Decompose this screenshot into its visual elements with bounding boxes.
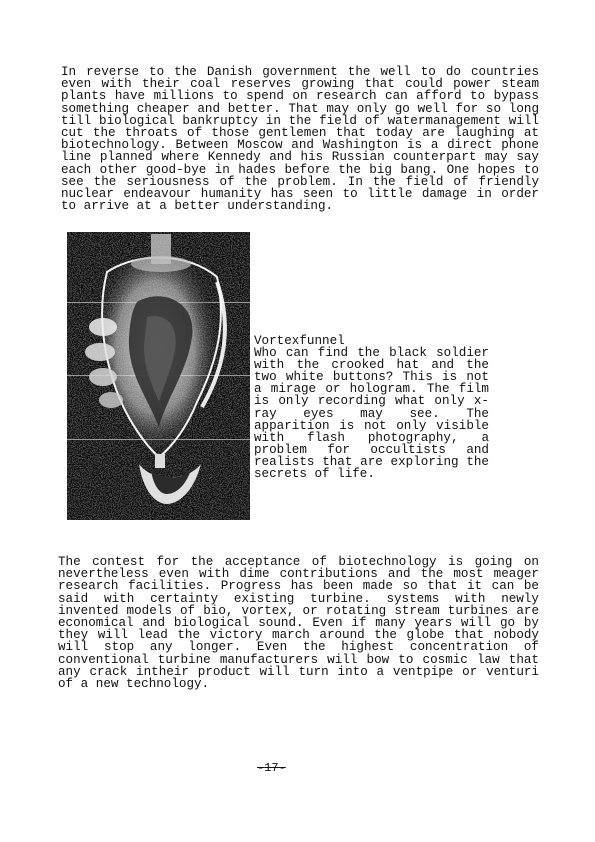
body-paragraph-1: In reverse to the Danish government the well to do countries even with their coal reserves growing that could power steam plants have millions to spend on research can afford to bypass something cheaper and better. That may only go well for so long till biological bankruptcy in the field of watermanagement will cut the throats of those gentlemen that today are laughing at biotechnology. Between Moscow and Washington is a direct phone line planned where Kennedy and his Russian counterpart may say each other good-bye in hades before the big bang. One hopes to see the seriousness of the problem. In the field of friendly nuclear endeavour humanity has seen to little damage in order to arrive at a better understanding. xyxy=(61,65,539,214)
page-number-value: 17 xyxy=(264,761,279,775)
figure-caption-text: Who can find the black soldier with the crooked hat and the two white buttons? This is not a mirage or hologram. The film is only recording what only x-ray eyes may see. The apparition is not only visible with flash photography, a problem for occultists and realists that are exploring the secrets of life. xyxy=(254,346,489,482)
vortexfunnel-photo xyxy=(67,232,250,520)
page-number: -17- xyxy=(257,761,286,775)
body-paragraph-2: The contest for the acceptance of biotechnology is going on nevertheless even with dime contributions and the most meager research facilities. Progress has been made so that it can be said with certainty existing turbine. systems with newly invented models of bio, vortex, or rotating stream turbines are economical and biological sound. Even if many years will go by they will lead the victory march around the globe that nobody will stop any longer. Even the highest concentration of conventional turbine manufacturers will bow to cosmic law that any crack intheir product will turn into a ventpipe or venturi of a new technology. xyxy=(58,555,539,692)
figure-caption xyxy=(254,335,489,480)
figure-caption-title: Vortexfunnel xyxy=(254,334,345,348)
